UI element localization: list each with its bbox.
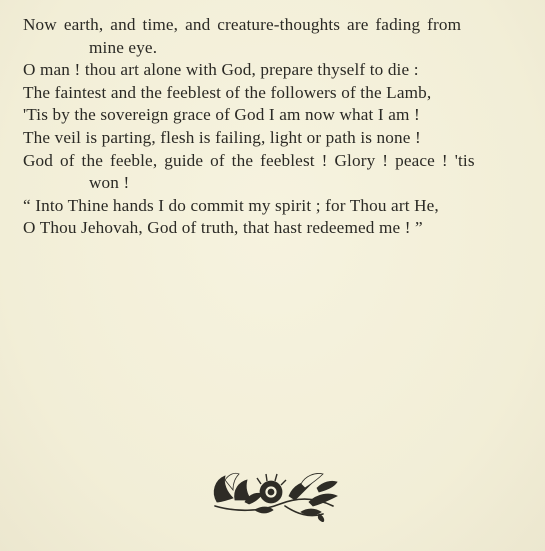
poem-line-6: God of the feeble, guide of the feeblest ! Glory ! peace ! 'tis [23,150,475,170]
poem-line-4: 'Tis by the sovereign grace of God I am now what I am ! [23,105,420,125]
poem-line-1: Now earth, and time, and creature-thoughts are fading from [23,15,462,34]
poem-line-8: O Thou Jehovah, God of truth, that hast redeemed me ! ” [23,218,423,238]
poem-line-7: “ Into Thine hands I do commit my spirit ; for Thou art He, [23,195,439,215]
poem-line-2: O man ! thou art alone with God, prepare thyself to die : [23,60,419,80]
poem-line-3: The faintest and the feeblest of the followers of the Lamb, [23,82,432,102]
poem-line-6-continued: won ! [89,173,130,193]
floral-vignette-icon [205,462,345,522]
poem-line-5: The veil is parting, flesh is failing, light or path is none ! [23,127,421,147]
poem-line-1-continued: mine eye. [89,37,158,57]
poem-text [23,14,528,240]
